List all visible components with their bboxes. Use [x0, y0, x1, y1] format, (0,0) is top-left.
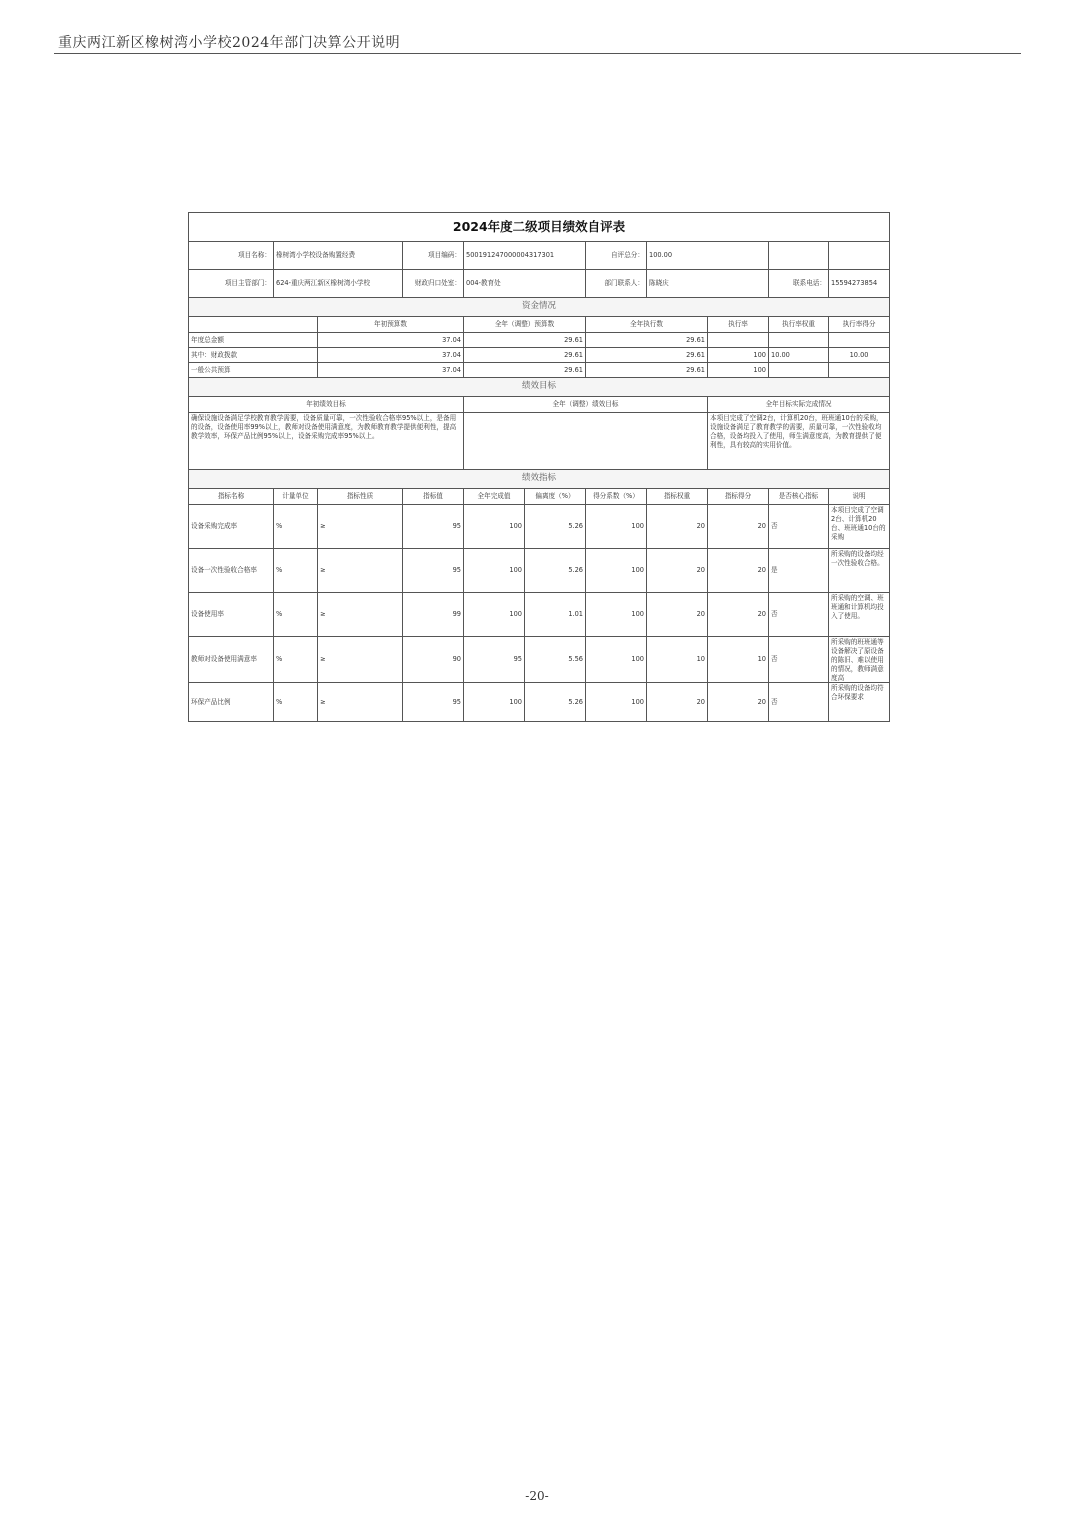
finance-office-label: 财政归口处室： — [403, 270, 464, 298]
indicator-core: 否 — [769, 505, 829, 549]
indicator-actual: 95 — [464, 637, 525, 683]
page-header-title: 重庆两江新区橡树湾小学校2024年部门决算公开说明 — [58, 35, 401, 51]
funds-rate: 100 — [708, 348, 769, 363]
contact-value: 陈晓庆 — [647, 270, 769, 298]
indicator-name: 环保产品比例 — [189, 683, 274, 722]
project-name-label: 项目名称： — [189, 242, 274, 270]
indicator-desc: 所采购的设备均符合环保要求 — [829, 683, 890, 722]
indicator-coef: 100 — [586, 549, 647, 593]
page-number: -20- — [525, 1489, 549, 1503]
initial-goal-text: 确保设施设备满足学校教育教学需要，设备质量可靠，一次性验收合格率95%以上，是备用的设备，设备使用率99%以上，教师对设备使用满意度，为教师教育教学提供便利性，提高教学效率，环保产品比例95%以上，设备采购完成率95%以上。 — [189, 413, 464, 470]
indicator-header: 指标权重 — [647, 489, 708, 505]
header-divider — [54, 53, 1021, 54]
indicator-name: 设备采购完成率 — [189, 505, 274, 549]
indicator-unit: % — [274, 593, 318, 637]
funds-row-name: 其中：财政拨款 — [189, 348, 318, 363]
indicator-row — [189, 637, 890, 683]
funds-header: 执行率权重 — [769, 317, 829, 333]
indicator-weight: 20 — [647, 505, 708, 549]
indicator-deviation: 5.26 — [525, 683, 586, 722]
indicator-deviation: 5.26 — [525, 505, 586, 549]
indicator-header: 指标性质 — [318, 489, 403, 505]
indicators-section-title: 绩效指标 — [189, 470, 890, 489]
indicator-score: 20 — [708, 549, 769, 593]
funds-header: 全年执行数 — [586, 317, 708, 333]
indicator-row — [189, 505, 890, 549]
indicator-actual: 100 — [464, 549, 525, 593]
indicator-name: 教师对设备使用满意率 — [189, 637, 274, 683]
project-code-label: 项目编码： — [403, 242, 464, 270]
indicator-unit: % — [274, 637, 318, 683]
funds-weight — [769, 333, 829, 348]
indicator-target: 95 — [403, 505, 464, 549]
phone-value: 15594273854 — [829, 270, 890, 298]
indicator-target: 95 — [403, 683, 464, 722]
indicator-name: 设备使用率 — [189, 593, 274, 637]
funds-row — [189, 333, 890, 348]
indicator-header: 是否核心指标 — [769, 489, 829, 505]
indicator-deviation: 5.26 — [525, 549, 586, 593]
funds-header: 全年（调整）预算数 — [464, 317, 586, 333]
funds-row — [189, 363, 890, 378]
funds-row-name: 年度总金额 — [189, 333, 318, 348]
indicator-weight: 20 — [647, 593, 708, 637]
indicator-header: 指标得分 — [708, 489, 769, 505]
goals-header: 全年目标实际完成情况 — [708, 397, 890, 413]
indicator-header: 得分系数（%） — [586, 489, 647, 505]
funds-executed: 29.61 — [586, 363, 708, 378]
dept-label: 项目主管部门： — [189, 270, 274, 298]
funds-adjusted: 29.61 — [464, 333, 586, 348]
funds-score — [829, 333, 890, 348]
indicator-core: 否 — [769, 637, 829, 683]
funds-row — [189, 348, 890, 363]
indicator-desc: 所采购的设备均经一次性验收合格。 — [829, 549, 890, 593]
indicator-row — [189, 683, 890, 722]
indicator-coef: 100 — [586, 593, 647, 637]
table-title: 2024年度二级项目绩效自评表 — [189, 213, 890, 242]
funds-initial: 37.04 — [318, 363, 464, 378]
contact-label: 部门联系人： — [586, 270, 647, 298]
project-code-value: 500191247000004317301 — [464, 242, 586, 270]
indicator-header: 全年完成值 — [464, 489, 525, 505]
indicator-row — [189, 549, 890, 593]
indicator-row — [189, 593, 890, 637]
indicator-weight: 20 — [647, 683, 708, 722]
funds-score — [829, 363, 890, 378]
funds-weight — [769, 363, 829, 378]
indicator-actual: 100 — [464, 593, 525, 637]
indicator-actual: 100 — [464, 505, 525, 549]
dept-value: 624-重庆两江新区橡树湾小学校 — [274, 270, 403, 298]
project-name-value: 橡树湾小学校设备购置经费 — [274, 242, 403, 270]
phone-label: 联系电话： — [769, 270, 829, 298]
funds-executed: 29.61 — [586, 348, 708, 363]
funds-header: 执行率得分 — [829, 317, 890, 333]
goals-header: 全年（调整）绩效目标 — [464, 397, 708, 413]
indicator-desc: 所采购的空调、班班通和计算机均投入了使用。 — [829, 593, 890, 637]
funds-score: 10.00 — [829, 348, 890, 363]
funds-adjusted: 29.61 — [464, 363, 586, 378]
funds-row-name: 一般公共预算 — [189, 363, 318, 378]
funds-adjusted: 29.61 — [464, 348, 586, 363]
indicator-header: 指标名称 — [189, 489, 274, 505]
indicator-target: 99 — [403, 593, 464, 637]
indicator-score: 20 — [708, 593, 769, 637]
performance-evaluation-table — [188, 212, 890, 722]
indicator-weight: 20 — [647, 549, 708, 593]
indicator-score: 20 — [708, 683, 769, 722]
indicator-unit: % — [274, 683, 318, 722]
goals-header: 年初绩效目标 — [189, 397, 464, 413]
indicator-score: 10 — [708, 637, 769, 683]
indicator-nature: ≥ — [318, 505, 403, 549]
funds-header-blank — [189, 317, 318, 333]
funds-header: 年初预算数 — [318, 317, 464, 333]
adjusted-goal-text — [464, 413, 708, 470]
indicator-nature: ≥ — [318, 549, 403, 593]
indicator-desc: 本项目完成了空调2台、计算机20台、班班通10台的采购 — [829, 505, 890, 549]
indicator-score: 20 — [708, 505, 769, 549]
funds-section-title: 资金情况 — [189, 298, 890, 317]
indicator-core: 是 — [769, 549, 829, 593]
indicator-header: 计量单位 — [274, 489, 318, 505]
funds-executed: 29.61 — [586, 333, 708, 348]
indicator-deviation: 5.56 — [525, 637, 586, 683]
self-score-value: 100.00 — [647, 242, 769, 270]
empty-cell — [829, 242, 890, 270]
indicator-actual: 100 — [464, 683, 525, 722]
indicator-header: 指标值 — [403, 489, 464, 505]
funds-initial: 37.04 — [318, 348, 464, 363]
indicator-core: 否 — [769, 593, 829, 637]
indicator-coef: 100 — [586, 505, 647, 549]
indicator-core: 否 — [769, 683, 829, 722]
indicator-header: 说明 — [829, 489, 890, 505]
indicator-weight: 10 — [647, 637, 708, 683]
indicator-nature: ≥ — [318, 637, 403, 683]
indicator-unit: % — [274, 505, 318, 549]
funds-header: 执行率 — [708, 317, 769, 333]
actual-completion-text: 本项目完成了空调2台，计算机20台，班班通10台的采购，设施设备满足了教育教学的需要，质量可靠，一次性验收均合格，设备均投入了使用，师生满意度高，为教育提供了便利性，具有较高的实用价值。 — [708, 413, 890, 470]
indicator-nature: ≥ — [318, 683, 403, 722]
funds-weight: 10.00 — [769, 348, 829, 363]
indicator-name: 设备一次性验收合格率 — [189, 549, 274, 593]
finance-office-value: 004-教育处 — [464, 270, 586, 298]
indicator-target: 95 — [403, 549, 464, 593]
self-score-label: 自评总分： — [586, 242, 647, 270]
indicator-desc: 所采购的班班通等设备解决了原设备的陈旧、难以使用的情况，教师满意度高 — [829, 637, 890, 683]
funds-initial: 37.04 — [318, 333, 464, 348]
indicator-unit: % — [274, 549, 318, 593]
funds-rate — [708, 333, 769, 348]
funds-rate: 100 — [708, 363, 769, 378]
indicator-header: 偏离度（%） — [525, 489, 586, 505]
indicator-deviation: 1.01 — [525, 593, 586, 637]
indicator-coef: 100 — [586, 683, 647, 722]
indicator-coef: 100 — [586, 637, 647, 683]
goals-section-title: 绩效目标 — [189, 378, 890, 397]
empty-cell — [769, 242, 829, 270]
indicator-nature: ≥ — [318, 593, 403, 637]
indicator-target: 90 — [403, 637, 464, 683]
